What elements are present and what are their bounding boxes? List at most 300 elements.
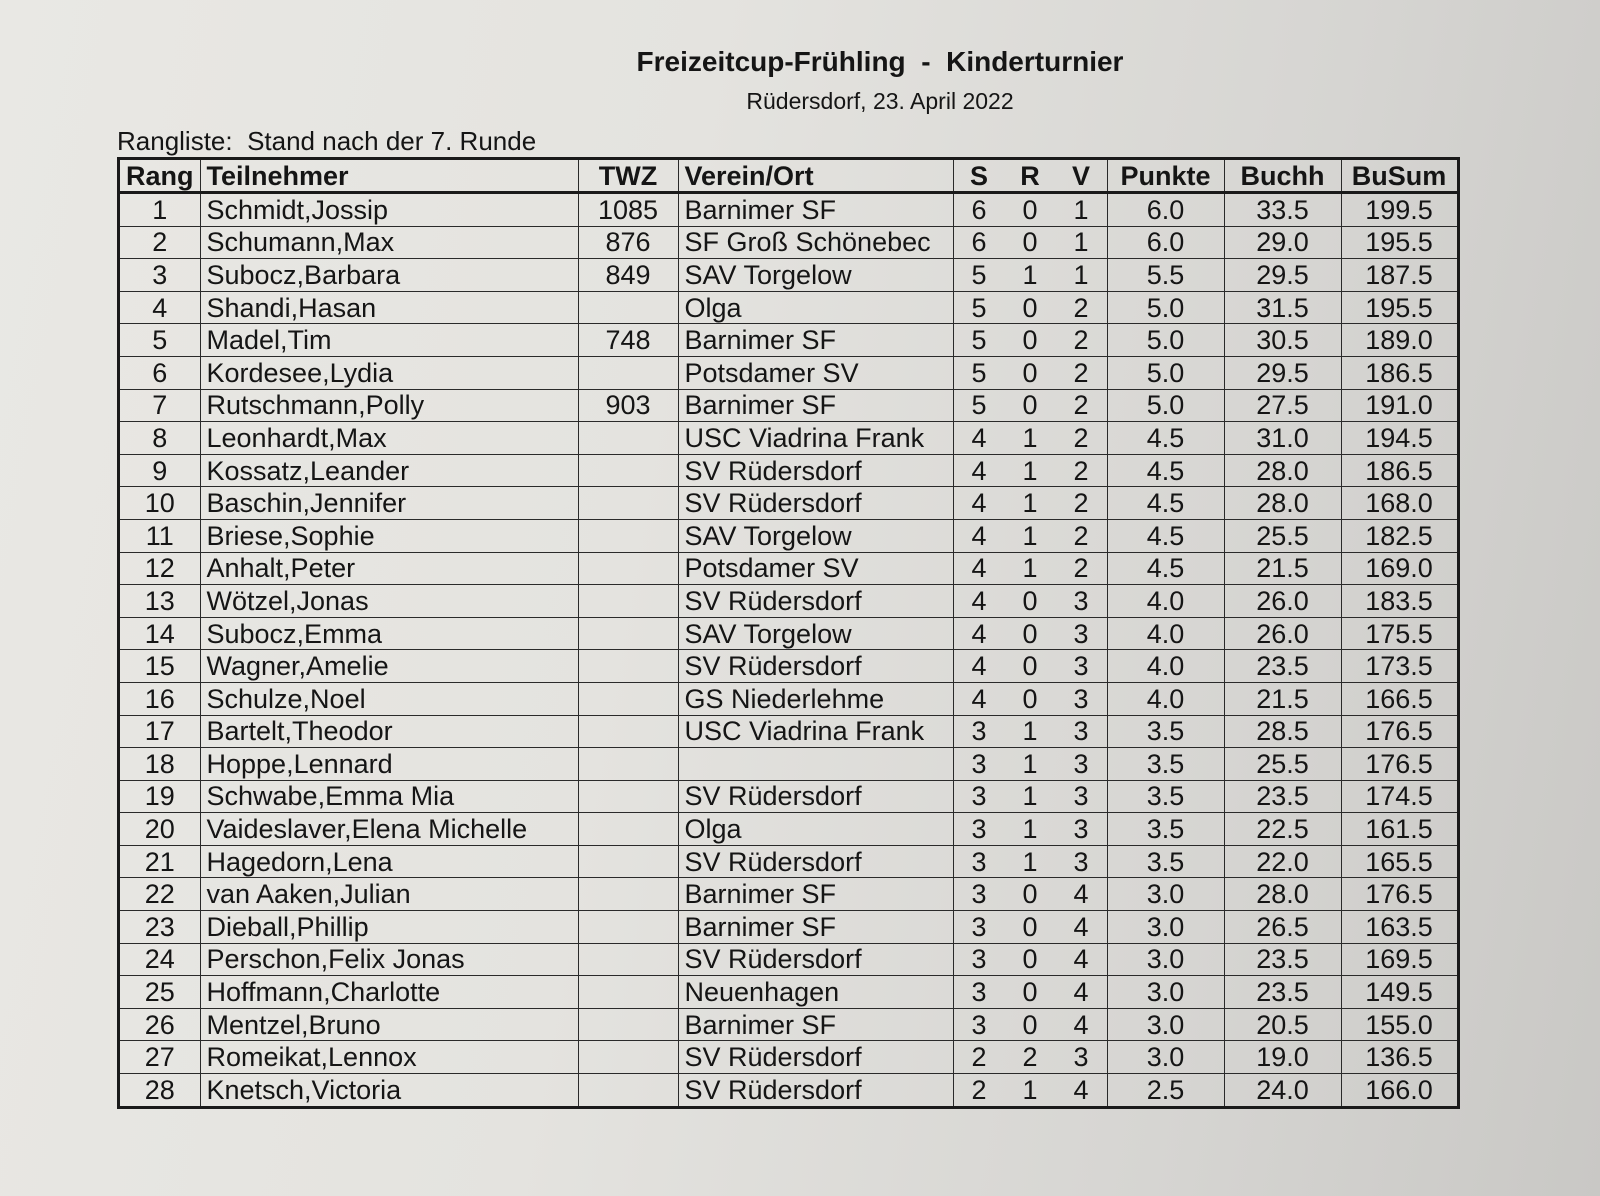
buchholz-cell: 28.0 bbox=[1224, 878, 1341, 911]
points-cell: 3.0 bbox=[1107, 878, 1224, 911]
column-header-punkte: Punkte bbox=[1107, 159, 1224, 193]
club-cell: Barnimer SF bbox=[678, 389, 953, 422]
buchholz-sum-cell: 173.5 bbox=[1341, 650, 1458, 683]
wins-cell: 5 bbox=[953, 389, 1005, 422]
rank-cell: 16 bbox=[119, 682, 201, 715]
buchholz-sum-cell: 199.5 bbox=[1341, 193, 1458, 227]
table-row bbox=[119, 454, 1459, 487]
buchholz-sum-cell: 195.5 bbox=[1341, 291, 1458, 324]
losses-cell: 2 bbox=[1056, 519, 1108, 552]
twz-cell bbox=[578, 552, 678, 585]
club-cell: SF Groß Schönebec bbox=[678, 226, 953, 259]
participant-name-cell: Perschon,Felix Jonas bbox=[200, 943, 578, 976]
table-row bbox=[119, 845, 1459, 878]
buchholz-sum-cell: 189.0 bbox=[1341, 324, 1458, 357]
twz-cell bbox=[578, 878, 678, 911]
table-row bbox=[119, 324, 1459, 357]
points-cell: 4.0 bbox=[1107, 585, 1224, 618]
twz-cell bbox=[578, 813, 678, 846]
wins-cell: 3 bbox=[953, 878, 1005, 911]
losses-cell: 3 bbox=[1056, 585, 1108, 618]
table-row bbox=[119, 780, 1459, 813]
table-row bbox=[119, 617, 1459, 650]
ranking-caption: Rangliste: Stand nach der 7. Runde bbox=[117, 126, 537, 156]
buchholz-sum-cell: 195.5 bbox=[1341, 226, 1458, 259]
points-cell: 5.0 bbox=[1107, 356, 1224, 389]
draws-cell: 0 bbox=[1005, 878, 1056, 911]
participant-name-cell: Subocz,Emma bbox=[200, 617, 578, 650]
club-cell: Olga bbox=[678, 813, 953, 846]
rank-cell: 27 bbox=[119, 1041, 201, 1074]
buchholz-cell: 29.0 bbox=[1224, 226, 1341, 259]
buchholz-sum-cell: 182.5 bbox=[1341, 519, 1458, 552]
draws-cell: 0 bbox=[1005, 389, 1056, 422]
rank-cell: 11 bbox=[119, 519, 201, 552]
document-subtitle: Rüdersdorf, 23. April 2022 bbox=[746, 88, 1014, 114]
buchholz-cell: 26.5 bbox=[1224, 911, 1341, 944]
buchholz-cell: 23.5 bbox=[1224, 943, 1341, 976]
wins-cell: 4 bbox=[953, 454, 1005, 487]
table-row bbox=[119, 911, 1459, 944]
twz-cell bbox=[578, 356, 678, 389]
wins-cell: 6 bbox=[953, 226, 1005, 259]
participant-name-cell: Mentzel,Bruno bbox=[200, 1008, 578, 1041]
buchholz-sum-cell: 176.5 bbox=[1341, 715, 1458, 748]
club-cell: SV Rüdersdorf bbox=[678, 1074, 953, 1108]
column-header-twz: TWZ bbox=[578, 159, 678, 193]
losses-cell: 2 bbox=[1056, 356, 1108, 389]
buchholz-sum-cell: 155.0 bbox=[1341, 1008, 1458, 1041]
table-row bbox=[119, 193, 1459, 227]
buchholz-sum-cell: 191.0 bbox=[1341, 389, 1458, 422]
twz-cell bbox=[578, 976, 678, 1009]
losses-cell: 4 bbox=[1056, 878, 1108, 911]
points-cell: 5.0 bbox=[1107, 291, 1224, 324]
twz-cell bbox=[578, 715, 678, 748]
table-row bbox=[119, 715, 1459, 748]
table-row bbox=[119, 943, 1459, 976]
points-cell: 6.0 bbox=[1107, 226, 1224, 259]
table-row bbox=[119, 487, 1459, 520]
club-cell: Potsdamer SV bbox=[678, 552, 953, 585]
column-header-r: R bbox=[1005, 159, 1056, 193]
buchholz-cell: 25.5 bbox=[1224, 519, 1341, 552]
losses-cell: 2 bbox=[1056, 487, 1108, 520]
rank-cell: 8 bbox=[119, 422, 201, 455]
twz-cell: 1085 bbox=[578, 193, 678, 227]
participant-name-cell: Briese,Sophie bbox=[200, 519, 578, 552]
losses-cell: 1 bbox=[1056, 259, 1108, 292]
twz-cell bbox=[578, 617, 678, 650]
rank-cell: 24 bbox=[119, 943, 201, 976]
table-row bbox=[119, 226, 1459, 259]
twz-cell bbox=[578, 943, 678, 976]
club-cell bbox=[678, 748, 953, 781]
buchholz-sum-cell: 161.5 bbox=[1341, 813, 1458, 846]
ranking-table bbox=[117, 157, 1460, 1109]
buchholz-cell: 23.5 bbox=[1224, 780, 1341, 813]
wins-cell: 3 bbox=[953, 813, 1005, 846]
table-row bbox=[119, 1074, 1459, 1108]
table-row bbox=[119, 682, 1459, 715]
points-cell: 4.0 bbox=[1107, 617, 1224, 650]
club-cell: Barnimer SF bbox=[678, 878, 953, 911]
wins-cell: 3 bbox=[953, 911, 1005, 944]
buchholz-cell: 28.0 bbox=[1224, 454, 1341, 487]
buchholz-sum-cell: 194.5 bbox=[1341, 422, 1458, 455]
participant-name-cell: Schumann,Max bbox=[200, 226, 578, 259]
column-header-rang: Rang bbox=[119, 159, 201, 193]
points-cell: 3.5 bbox=[1107, 715, 1224, 748]
participant-name-cell: Dieball,Phillip bbox=[200, 911, 578, 944]
points-cell: 4.5 bbox=[1107, 487, 1224, 520]
rank-cell: 21 bbox=[119, 845, 201, 878]
draws-cell: 1 bbox=[1005, 845, 1056, 878]
draws-cell: 0 bbox=[1005, 911, 1056, 944]
wins-cell: 4 bbox=[953, 617, 1005, 650]
rank-cell: 1 bbox=[119, 193, 201, 227]
wins-cell: 3 bbox=[953, 780, 1005, 813]
twz-cell: 903 bbox=[578, 389, 678, 422]
rank-cell: 26 bbox=[119, 1008, 201, 1041]
buchholz-cell: 29.5 bbox=[1224, 356, 1341, 389]
rank-cell: 5 bbox=[119, 324, 201, 357]
buchholz-cell: 25.5 bbox=[1224, 748, 1341, 781]
twz-cell bbox=[578, 682, 678, 715]
draws-cell: 0 bbox=[1005, 650, 1056, 683]
losses-cell: 4 bbox=[1056, 1008, 1108, 1041]
buchholz-cell: 23.5 bbox=[1224, 650, 1341, 683]
club-cell: Barnimer SF bbox=[678, 1008, 953, 1041]
table-row bbox=[119, 291, 1459, 324]
rank-cell: 17 bbox=[119, 715, 201, 748]
participant-name-cell: Anhalt,Peter bbox=[200, 552, 578, 585]
points-cell: 3.0 bbox=[1107, 1008, 1224, 1041]
buchholz-cell: 26.0 bbox=[1224, 617, 1341, 650]
participant-name-cell: Wagner,Amelie bbox=[200, 650, 578, 683]
rank-cell: 18 bbox=[119, 748, 201, 781]
wins-cell: 3 bbox=[953, 1008, 1005, 1041]
twz-cell bbox=[578, 845, 678, 878]
participant-name-cell: van Aaken,Julian bbox=[200, 878, 578, 911]
rank-cell: 9 bbox=[119, 454, 201, 487]
wins-cell: 4 bbox=[953, 422, 1005, 455]
draws-cell: 0 bbox=[1005, 324, 1056, 357]
draws-cell: 0 bbox=[1005, 291, 1056, 324]
table-row bbox=[119, 389, 1459, 422]
points-cell: 3.5 bbox=[1107, 780, 1224, 813]
club-cell: SV Rüdersdorf bbox=[678, 780, 953, 813]
participant-name-cell: Wötzel,Jonas bbox=[200, 585, 578, 618]
table-row bbox=[119, 585, 1459, 618]
participant-name-cell: Romeikat,Lennox bbox=[200, 1041, 578, 1074]
wins-cell: 5 bbox=[953, 324, 1005, 357]
rank-cell: 13 bbox=[119, 585, 201, 618]
buchholz-cell: 28.0 bbox=[1224, 487, 1341, 520]
points-cell: 4.5 bbox=[1107, 454, 1224, 487]
participant-name-cell: Knetsch,Victoria bbox=[200, 1074, 578, 1108]
draws-cell: 0 bbox=[1005, 226, 1056, 259]
points-cell: 3.0 bbox=[1107, 943, 1224, 976]
draws-cell: 0 bbox=[1005, 585, 1056, 618]
rank-cell: 15 bbox=[119, 650, 201, 683]
losses-cell: 4 bbox=[1056, 943, 1108, 976]
participant-name-cell: Madel,Tim bbox=[200, 324, 578, 357]
participant-name-cell: Rutschmann,Polly bbox=[200, 389, 578, 422]
draws-cell: 0 bbox=[1005, 943, 1056, 976]
buchholz-sum-cell: 168.0 bbox=[1341, 487, 1458, 520]
rank-cell: 7 bbox=[119, 389, 201, 422]
buchholz-cell: 20.5 bbox=[1224, 1008, 1341, 1041]
buchholz-cell: 30.5 bbox=[1224, 324, 1341, 357]
points-cell: 3.5 bbox=[1107, 813, 1224, 846]
buchholz-sum-cell: 174.5 bbox=[1341, 780, 1458, 813]
losses-cell: 3 bbox=[1056, 682, 1108, 715]
buchholz-sum-cell: 176.5 bbox=[1341, 748, 1458, 781]
rank-cell: 10 bbox=[119, 487, 201, 520]
points-cell: 5.0 bbox=[1107, 389, 1224, 422]
draws-cell: 0 bbox=[1005, 356, 1056, 389]
wins-cell: 4 bbox=[953, 585, 1005, 618]
participant-name-cell: Bartelt,Theodor bbox=[200, 715, 578, 748]
twz-cell bbox=[578, 585, 678, 618]
buchholz-cell: 22.5 bbox=[1224, 813, 1341, 846]
losses-cell: 4 bbox=[1056, 911, 1108, 944]
points-cell: 4.5 bbox=[1107, 422, 1224, 455]
club-cell: SV Rüdersdorf bbox=[678, 943, 953, 976]
buchholz-sum-cell: 163.5 bbox=[1341, 911, 1458, 944]
wins-cell: 6 bbox=[953, 193, 1005, 227]
losses-cell: 2 bbox=[1056, 291, 1108, 324]
buchholz-cell: 31.5 bbox=[1224, 291, 1341, 324]
draws-cell: 2 bbox=[1005, 1041, 1056, 1074]
wins-cell: 3 bbox=[953, 976, 1005, 1009]
draws-cell: 1 bbox=[1005, 715, 1056, 748]
twz-cell bbox=[578, 911, 678, 944]
twz-cell: 849 bbox=[578, 259, 678, 292]
buchholz-cell: 21.5 bbox=[1224, 682, 1341, 715]
draws-cell: 0 bbox=[1005, 1008, 1056, 1041]
wins-cell: 4 bbox=[953, 552, 1005, 585]
participant-name-cell: Vaideslaver,Elena Michelle bbox=[200, 813, 578, 846]
participant-name-cell: Hoppe,Lennard bbox=[200, 748, 578, 781]
participant-name-cell: Schulze,Noel bbox=[200, 682, 578, 715]
losses-cell: 2 bbox=[1056, 324, 1108, 357]
column-header-v: V bbox=[1056, 159, 1108, 193]
losses-cell: 3 bbox=[1056, 780, 1108, 813]
buchholz-sum-cell: 169.5 bbox=[1341, 943, 1458, 976]
club-cell: GS Niederlehme bbox=[678, 682, 953, 715]
rank-cell: 2 bbox=[119, 226, 201, 259]
club-cell: USC Viadrina Frank bbox=[678, 422, 953, 455]
wins-cell: 5 bbox=[953, 356, 1005, 389]
column-header-busum: BuSum bbox=[1341, 159, 1458, 193]
twz-cell bbox=[578, 650, 678, 683]
twz-cell: 748 bbox=[578, 324, 678, 357]
wins-cell: 3 bbox=[953, 943, 1005, 976]
club-cell: SV Rüdersdorf bbox=[678, 454, 953, 487]
club-cell: SAV Torgelow bbox=[678, 617, 953, 650]
wins-cell: 4 bbox=[953, 650, 1005, 683]
club-cell: SV Rüdersdorf bbox=[678, 487, 953, 520]
table-row bbox=[119, 356, 1459, 389]
wins-cell: 3 bbox=[953, 715, 1005, 748]
participant-name-cell: Kossatz,Leander bbox=[200, 454, 578, 487]
participant-name-cell: Kordesee,Lydia bbox=[200, 356, 578, 389]
buchholz-cell: 31.0 bbox=[1224, 422, 1341, 455]
club-cell: SV Rüdersdorf bbox=[678, 845, 953, 878]
participant-name-cell: Hoffmann,Charlotte bbox=[200, 976, 578, 1009]
buchholz-cell: 23.5 bbox=[1224, 976, 1341, 1009]
draws-cell: 1 bbox=[1005, 519, 1056, 552]
twz-cell bbox=[578, 780, 678, 813]
wins-cell: 5 bbox=[953, 259, 1005, 292]
table-row bbox=[119, 519, 1459, 552]
points-cell: 3.0 bbox=[1107, 1041, 1224, 1074]
table-row bbox=[119, 552, 1459, 585]
draws-cell: 1 bbox=[1005, 422, 1056, 455]
losses-cell: 2 bbox=[1056, 422, 1108, 455]
rank-cell: 14 bbox=[119, 617, 201, 650]
losses-cell: 3 bbox=[1056, 715, 1108, 748]
buchholz-sum-cell: 149.5 bbox=[1341, 976, 1458, 1009]
points-cell: 3.5 bbox=[1107, 845, 1224, 878]
draws-cell: 1 bbox=[1005, 780, 1056, 813]
column-header-buchh: Buchh bbox=[1224, 159, 1341, 193]
buchholz-sum-cell: 166.0 bbox=[1341, 1074, 1458, 1108]
losses-cell: 1 bbox=[1056, 226, 1108, 259]
losses-cell: 3 bbox=[1056, 845, 1108, 878]
buchholz-cell: 29.5 bbox=[1224, 259, 1341, 292]
twz-cell bbox=[578, 519, 678, 552]
club-cell: Neuenhagen bbox=[678, 976, 953, 1009]
losses-cell: 3 bbox=[1056, 1041, 1108, 1074]
twz-cell bbox=[578, 1074, 678, 1108]
club-cell: Barnimer SF bbox=[678, 911, 953, 944]
rank-cell: 19 bbox=[119, 780, 201, 813]
draws-cell: 0 bbox=[1005, 617, 1056, 650]
buchholz-sum-cell: 183.5 bbox=[1341, 585, 1458, 618]
draws-cell: 1 bbox=[1005, 454, 1056, 487]
rank-cell: 6 bbox=[119, 356, 201, 389]
draws-cell: 1 bbox=[1005, 552, 1056, 585]
losses-cell: 3 bbox=[1056, 748, 1108, 781]
wins-cell: 4 bbox=[953, 519, 1005, 552]
buchholz-sum-cell: 186.5 bbox=[1341, 454, 1458, 487]
club-cell: Potsdamer SV bbox=[678, 356, 953, 389]
table-row bbox=[119, 976, 1459, 1009]
club-cell: SV Rüdersdorf bbox=[678, 585, 953, 618]
buchholz-sum-cell: 176.5 bbox=[1341, 878, 1458, 911]
points-cell: 2.5 bbox=[1107, 1074, 1224, 1108]
club-cell: SAV Torgelow bbox=[678, 259, 953, 292]
points-cell: 3.0 bbox=[1107, 911, 1224, 944]
rank-cell: 23 bbox=[119, 911, 201, 944]
club-cell: SV Rüdersdorf bbox=[678, 1041, 953, 1074]
buchholz-sum-cell: 175.5 bbox=[1341, 617, 1458, 650]
club-cell: Barnimer SF bbox=[678, 324, 953, 357]
club-cell: SV Rüdersdorf bbox=[678, 650, 953, 683]
buchholz-sum-cell: 186.5 bbox=[1341, 356, 1458, 389]
wins-cell: 3 bbox=[953, 845, 1005, 878]
losses-cell: 4 bbox=[1056, 976, 1108, 1009]
buchholz-cell: 22.0 bbox=[1224, 845, 1341, 878]
participant-name-cell: Hagedorn,Lena bbox=[200, 845, 578, 878]
points-cell: 4.5 bbox=[1107, 552, 1224, 585]
wins-cell: 3 bbox=[953, 748, 1005, 781]
losses-cell: 3 bbox=[1056, 617, 1108, 650]
wins-cell: 5 bbox=[953, 291, 1005, 324]
participant-name-cell: Baschin,Jennifer bbox=[200, 487, 578, 520]
buchholz-sum-cell: 165.5 bbox=[1341, 845, 1458, 878]
buchholz-sum-cell: 166.5 bbox=[1341, 682, 1458, 715]
document-title: Freizeitcup-Frühling - Kinderturnier bbox=[636, 46, 1124, 77]
rank-cell: 20 bbox=[119, 813, 201, 846]
column-header-verein: Verein/Ort bbox=[678, 159, 953, 193]
losses-cell: 3 bbox=[1056, 813, 1108, 846]
draws-cell: 1 bbox=[1005, 259, 1056, 292]
buchholz-cell: 24.0 bbox=[1224, 1074, 1341, 1108]
losses-cell: 2 bbox=[1056, 552, 1108, 585]
twz-cell bbox=[578, 454, 678, 487]
column-header-teilnehmer: Teilnehmer bbox=[200, 159, 578, 193]
losses-cell: 2 bbox=[1056, 389, 1108, 422]
draws-cell: 0 bbox=[1005, 976, 1056, 1009]
draws-cell: 1 bbox=[1005, 813, 1056, 846]
buchholz-cell: 21.5 bbox=[1224, 552, 1341, 585]
points-cell: 5.0 bbox=[1107, 324, 1224, 357]
rank-cell: 28 bbox=[119, 1074, 201, 1108]
twz-cell bbox=[578, 487, 678, 520]
losses-cell: 1 bbox=[1056, 193, 1108, 227]
twz-cell bbox=[578, 1008, 678, 1041]
club-cell: USC Viadrina Frank bbox=[678, 715, 953, 748]
twz-cell: 876 bbox=[578, 226, 678, 259]
table-row bbox=[119, 813, 1459, 846]
participant-name-cell: Schwabe,Emma Mia bbox=[200, 780, 578, 813]
table-row bbox=[119, 259, 1459, 292]
twz-cell bbox=[578, 748, 678, 781]
buchholz-cell: 27.5 bbox=[1224, 389, 1341, 422]
table-row bbox=[119, 1008, 1459, 1041]
draws-cell: 1 bbox=[1005, 1074, 1056, 1108]
club-cell: SAV Torgelow bbox=[678, 519, 953, 552]
rank-cell: 22 bbox=[119, 878, 201, 911]
wins-cell: 2 bbox=[953, 1074, 1005, 1108]
table-row bbox=[119, 878, 1459, 911]
points-cell: 4.0 bbox=[1107, 650, 1224, 683]
rank-cell: 12 bbox=[119, 552, 201, 585]
participant-name-cell: Schmidt,Jossip bbox=[200, 193, 578, 227]
buchholz-cell: 28.5 bbox=[1224, 715, 1341, 748]
participant-name-cell: Leonhardt,Max bbox=[200, 422, 578, 455]
table-row bbox=[119, 748, 1459, 781]
twz-cell bbox=[578, 1041, 678, 1074]
table-header-row bbox=[119, 159, 1459, 193]
buchholz-cell: 26.0 bbox=[1224, 585, 1341, 618]
rank-cell: 25 bbox=[119, 976, 201, 1009]
twz-cell bbox=[578, 422, 678, 455]
draws-cell: 0 bbox=[1005, 193, 1056, 227]
club-cell: Barnimer SF bbox=[678, 193, 953, 227]
buchholz-cell: 19.0 bbox=[1224, 1041, 1341, 1074]
twz-cell bbox=[578, 291, 678, 324]
table-row bbox=[119, 1041, 1459, 1074]
buchholz-sum-cell: 187.5 bbox=[1341, 259, 1458, 292]
losses-cell: 4 bbox=[1056, 1074, 1108, 1108]
draws-cell: 0 bbox=[1005, 682, 1056, 715]
draws-cell: 1 bbox=[1005, 748, 1056, 781]
